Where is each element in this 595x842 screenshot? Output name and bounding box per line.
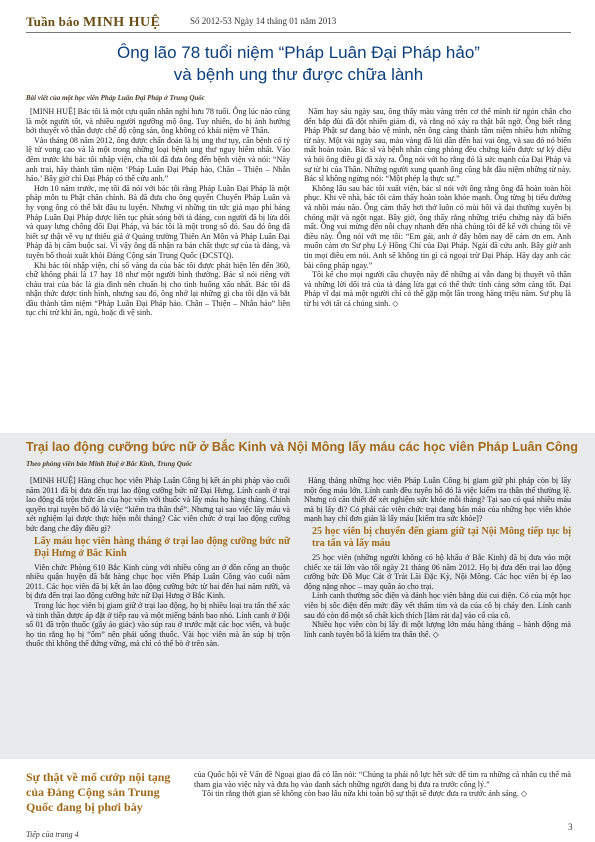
article2-paragraph: Trong lúc học viên bị giam giữ ở trại lao động, họ bị nhiều loại tra tấn thể xác và tinh thần được áp đặt ở tiếp rau và một miếng bánh bao nhỏ. Lính canh ở Đội số 01 đã trộn thuốc (gây ảo giác) vào súp rau ở trước mặt các học viên, và buộc họ tin rằng họ bị “ốm” nên phải uống thuốc. Vài học viên mà ăn súp bị trộn thuốc thì không thể đứng vững, mà chỉ có thể bò ở trên sàn. xyxy=(26,600,290,649)
article2-right-column xyxy=(304,476,571,756)
masthead xyxy=(26,10,571,36)
article2-paragraph: Hàng tháng những học viên Pháp Luân Công bị giam giữ phi pháp còn bị lấy một ống máu lớn. Lính canh đều tuyên bố đó là việc kiểm tra thân thể thường lệ. Nhưng có cần thiết để xét nghiệm sức khỏe mỗi tháng? Tại sao có quá nhiều máu mà bị lấy đi? Có phải các viên chức trại đang bán máu của những học viên khỏe mạnh hay chỉ đơn giản là lấy máu [kiểm tra sức khỏe]? xyxy=(304,476,571,524)
article1-paragraph: [MINH HUỆ] Bác tôi là một cựu quân nhân nghỉ hưu 78 tuổi. Ông lúc nào cũng là một người tốt, và nhiều người ngưỡng mộ ông. Tuy nhiên, do bị ảnh hưởng bởi thuyết vô thần được chế độ cộng sản, ông không có khái niệm về Thần. xyxy=(26,107,290,136)
newspaper-title xyxy=(26,14,160,31)
article1-left-column xyxy=(26,107,290,432)
sidebar-continued-note: Tiếp của trang 4 xyxy=(26,830,79,839)
article2-paragraph: [MINH HUỆ] Hàng chục học viên Pháp Luân Công bị kết án phi pháp vào cuối năm 2011 đã bị đưa đến trại lao động cưỡng bức nữ Đại Hưng. Lính canh ở trại lao động đã trộn thức ăn của học viên với thuốc và lấy máu họ hàng tháng. Chính quyền trại tuyên bố đó là việc “kiểm tra thân thể”. Nhưng tại sao việc lấy máu và xét nghiệm lại được thực hiện mỗi tháng? Các viên chức ở trại lao động cưỡng bức đang che đậy điều gì? xyxy=(26,476,290,533)
article1-byline: Bài viết của một học viên Pháp Luân Đại Pháp ở Trung Quốc xyxy=(26,94,205,102)
article2-paragraph: Nhiều học viên còn bị lấy đi một lượng lớn máu hàng tháng – hành động mà lính canh tuyên bố là kiểm tra thân thể. ◇ xyxy=(304,620,571,639)
issue-info: Số 2012-53 Ngày 14 tháng 01 năm 2013 xyxy=(190,16,337,26)
article2-paragraph: Viên chức Phòng 610 Bắc Kinh cùng với nhiều công an ở đồn công an thuộc nhiều quận huyện đã bắt hàng chục học viên Pháp Luân Công vào cuối năm 2011. Các học viên đã bị kết án lao động cưỡng bức từ hai đến hai năm rưỡi, và bị đưa đến trại lao động cưỡng bức nữ Đại Hưng ở Bắc Kinh. xyxy=(26,562,290,601)
article1-paragraph: Không lâu sau bác tôi xuất viện, bác sĩ nói với ông rằng ông đã hoàn toàn hồi phục. Khi về nhà, bác tôi cảm thấy hoàn toàn khỏe mạnh. Ông từng bị tiểu đường và nhồi máu não. Ông cảm thấy hơi thở luôn có mùi hôi và đại thường xuyên bị chóng mặt và ngột ngạt. Bây giờ, ông thấy rằng những triệu chứng này đã biến mất. Ông vui mừng đến nỗi chạy nhanh đến nhà chúng tôi để kể với chúng tôi về điều này. Ông nói với mẹ tôi: “Em gái, anh ở đây hôm nay để cảm ơn em. Anh muốn cảm ơn Sư phụ Lý Hồng Chí của Đại Pháp. Ngài đã cứu anh. Bây giờ anh tin mọi điều em nói. Anh sẽ không tin gì cả ngoại trừ Đại Pháp. Hãy dạy anh các bài công pháp ngay.” xyxy=(304,183,571,270)
article1-right-column xyxy=(304,107,571,432)
article1-paragraph: Năm hay sáu ngày sau, ông thấy màu vàng trên cơ thể mình từ ngón chân cho đến bắp đùi đã đột nhiên giảm đi, và rằng nó xảy ra thật bất ngờ. Ông biết rằng Pháp Phật sư đang bảo vệ mình, nên ông càng thành tâm niệm nhiều hơn những từ này. Một vài ngày sau, màu vàng đã lùi dần đến hai vai ông, và sau đó nó biến mất hoàn toàn. Bác sĩ và bệnh nhân cùng phòng đều chứng kiến được sự kỳ diệu và hỏi ông điều gì đã xảy ra. Ông nói với họ rằng đó là sức mạnh của Đại Pháp và sự từ bi của Thần. Những người xung quanh ông cũng bắt đầu niệm những từ này. Bác sĩ không ngừng nói: “Một phép lạ thực sự.” xyxy=(304,107,571,184)
article1-paragraph: Vào tháng 08 năm 2012, ông được chẩn đoán là bị ung thư tụy, căn bệnh có tỷ lệ tử vong cao và là một trong những loại bệnh ung thư nguy hiểm nhất. Vào đêm trước khi bác tôi nhập viện, cha tôi đã đưa ông đến bệnh viện và nói: “Này anh trai, hãy thành tâm niệm ‘Pháp Luân Đại Pháp hảo, Chân – Thiện – Nhẫn hảo.’ Bây giờ chỉ Đại Pháp có thể cứu anh.” xyxy=(26,135,290,184)
sidebar-paragraph: Tôi tin rằng thời gian sẽ không còn bao lâu nữa khi toàn bộ sự thật sẽ được đưa ra trước ánh sáng. ◇ xyxy=(202,789,528,799)
article1-paragraph: Hơn 10 năm trước, mẹ tôi đã nói với bác tôi rằng Pháp Luân Đại Pháp là một pháp môn tu Phật chân chính. Bà đã đưa cho ông quyển Chuyển Pháp Luân và hy vọng ông có thể bắt đầu tu luyện. Nhưng vì những tin tức giả mạo phỉ báng Pháp Luân Đại Pháp được liên tục phát sóng bởi tà đảng, con người đã bị lừa dối và quay lưng chống đối Đại Pháp, và bác tôi là một trong số đó. Sau đó ông đã biết sự thật về vụ tự thiêu giả ở Quảng trường Thiên An Môn và Pháp Luân Đại Pháp đã bị cấm buộc sai. Vì vậy ông đã nhận ra bản chất thực sự của tà đảng, và tuyên bố thoái xuất khỏi Đảng Cộng sản Trung Quốc (ĐCSTQ). xyxy=(26,183,290,260)
article2-paragraph: Lính canh thường sốc điện và đánh học viên bằng dùi cui điện. Có của một học viên bị sốc điện đến mức đầy vết thâm tím và da của cô bị cháy đen. Lính canh sau đó còn đổ một số chất kích thích [làm rát da] vào cổ của cô. xyxy=(304,591,571,620)
article2-subheading: 25 học viên bị chuyển đến giam giữ tại Nội Mông tiếp tục bị tra tấn và lấy máu xyxy=(312,525,571,549)
newspaper-title-small: Tuần báo xyxy=(26,14,80,29)
article2-left-column xyxy=(26,476,290,756)
newspaper-title-big: MINH HUỆ xyxy=(82,15,161,30)
header-rule xyxy=(26,32,571,33)
article1-paragraph: Tôi kể cho mọi người câu chuyện này để những ai vẫn đang bị thuyết vô thần và những lời dối trá của tà đảng lừa gạt có thể thức tỉnh càng sớm càng tốt. Đại Pháp vĩ đại mà một người chỉ có thể gặp một lần trong hàng triệu năm. Sư phụ là từ bi với tất cả chúng sinh. ◇ xyxy=(304,270,571,308)
article2-subheading: Lấy máu học viên hàng tháng ở trại lao động cưỡng bức nữ Đại Hưng ở Bắc Kinh xyxy=(34,535,290,559)
article2-headline: Trại lao động cưỡng bức nữ ở Bắc Kinh và Nội Mông lấy máu các học viên Pháp Luân Công xyxy=(26,440,578,454)
page-number: 3 xyxy=(568,822,573,832)
sidebar-paragraph: của Quốc hội về Vấn đề Ngoại giao đã có lần nói: “Chúng ta phải nỗ lực hết sức để tìm ra những cá nhân cụ thể mà tham gia vào việc này và đưa họ vào danh sách những người đang bị đưa ra trước công lý.” xyxy=(194,770,571,789)
article1-paragraph: Khi bác tôi nhập viện, chỉ số vàng da của bác tôi được phát hiện lên đến 360, chữ không phải là 17 hay 18 như một người bình thường. Bác sĩ nói riêng với cháu trai của bác là gia đình nên chuẩn bị cho tình huống xấu nhất. Bác tôi đã nhận thức được tình hình, nhưng sau đó, ông nhớ lại những gì cha tôi dặn và bắt đầu thành tâm niệm “Pháp Luân Đại Pháp hảo. Chân – Thiện – Nhẫn hảo” liên tục chỉ trừ khi ăn, ngủ, hoặc đi vệ sinh. xyxy=(26,260,290,318)
article1-headline xyxy=(26,42,571,86)
article1-headline-line2: và bệnh ung thư được chữa lành xyxy=(173,65,424,84)
article2-byline: Theo phóng viên báo Minh Huệ ở Bắc Kinh, Trung Quốc xyxy=(26,460,193,468)
sidebar-headline: Sự thật về mổ cướp nội tạng của Đảng Cộng sản Trung Quốc đang bị phơi bày xyxy=(26,770,171,814)
article1-headline-line1: Ông lão 78 tuổi niệm “Pháp Luân Đại Pháp hảo” xyxy=(117,43,480,62)
sidebar-text xyxy=(194,770,571,820)
article2-paragraph: 25 học viên (những người không có hộ khẩu ở Bắc Kinh) đã bị đưa vào một chiếc xe tải lớn vào tối ngày 21 tháng 06 năm 2012. Họ bị đưa đến trại lao động cưỡng bức Đồ Mục Cát ở Trát Lãi Đặc Kỳ, Nội Mông. Các học viên bị ép lao động nặng nhọc – may quần áo cho trại. xyxy=(304,552,571,591)
